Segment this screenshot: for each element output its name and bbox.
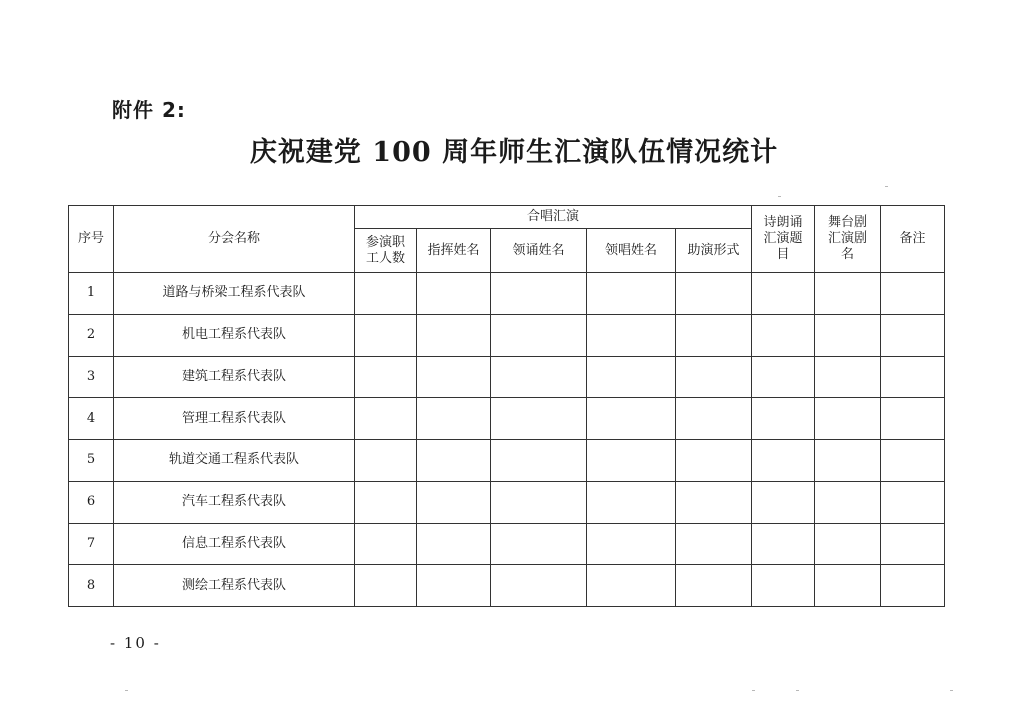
header-row-1 [69, 206, 945, 229]
cell-support-form [676, 314, 752, 356]
row-seq: 6 [69, 481, 114, 523]
cell-remarks [881, 314, 945, 356]
scan-speck [885, 186, 888, 187]
cell-poetry [752, 565, 815, 607]
cell-support-form [676, 356, 752, 398]
scan-speck [752, 690, 755, 691]
table-row [69, 565, 945, 607]
cell-conductor [417, 565, 491, 607]
cell-poetry [752, 356, 815, 398]
cell-conductor [417, 398, 491, 440]
cell-conductor [417, 523, 491, 565]
header-lead-singer: 领唱姓名 [587, 229, 676, 273]
cell-lead-singer [587, 314, 676, 356]
cell-participants [355, 273, 417, 315]
header-remarks: 备注 [881, 206, 945, 273]
row-seq: 4 [69, 398, 114, 440]
statistics-table [68, 205, 945, 607]
header-choir-performance: 合唱汇演 [355, 206, 752, 229]
cell-conductor [417, 356, 491, 398]
cell-poetry [752, 398, 815, 440]
header-participants: 参演职 工人数 [355, 229, 417, 273]
cell-drama [815, 523, 881, 565]
scan-speck [950, 690, 953, 691]
cell-drama [815, 440, 881, 482]
row-seq: 1 [69, 273, 114, 315]
cell-reciter [491, 523, 587, 565]
cell-support-form [676, 440, 752, 482]
cell-poetry [752, 314, 815, 356]
cell-remarks [881, 565, 945, 607]
table-row [69, 440, 945, 482]
page-number: - 10 - [110, 634, 161, 652]
scan-speck [796, 690, 799, 691]
cell-reciter [491, 314, 587, 356]
cell-lead-singer [587, 523, 676, 565]
cell-reciter [491, 273, 587, 315]
cell-conductor [417, 440, 491, 482]
cell-poetry [752, 273, 815, 315]
cell-conductor [417, 273, 491, 315]
cell-participants [355, 523, 417, 565]
cell-poetry [752, 481, 815, 523]
cell-lead-singer [587, 356, 676, 398]
cell-lead-singer [587, 398, 676, 440]
cell-participants [355, 356, 417, 398]
cell-remarks [881, 523, 945, 565]
header-conductor: 指挥姓名 [417, 229, 491, 273]
row-branch: 测绘工程系代表队 [114, 565, 355, 607]
cell-participants [355, 565, 417, 607]
cell-reciter [491, 440, 587, 482]
cell-reciter [491, 565, 587, 607]
header-branch-name: 分会名称 [114, 206, 355, 273]
cell-remarks [881, 398, 945, 440]
cell-poetry [752, 523, 815, 565]
row-seq: 5 [69, 440, 114, 482]
cell-drama [815, 481, 881, 523]
cell-remarks [881, 481, 945, 523]
row-seq: 8 [69, 565, 114, 607]
cell-conductor [417, 481, 491, 523]
cell-drama [815, 273, 881, 315]
cell-lead-singer [587, 440, 676, 482]
table-row [69, 356, 945, 398]
cell-participants [355, 440, 417, 482]
row-branch: 信息工程系代表队 [114, 523, 355, 565]
cell-participants [355, 398, 417, 440]
cell-drama [815, 314, 881, 356]
row-seq: 3 [69, 356, 114, 398]
cell-lead-singer [587, 273, 676, 315]
header-reciter: 领诵姓名 [491, 229, 587, 273]
table-row [69, 314, 945, 356]
cell-support-form [676, 523, 752, 565]
document-title: 庆祝建党 100 周年师生汇演队伍情况统计 [249, 137, 779, 168]
scan-speck [778, 196, 781, 197]
table-row [69, 398, 945, 440]
cell-reciter [491, 398, 587, 440]
header-seq: 序号 [69, 206, 114, 273]
row-seq: 7 [69, 523, 114, 565]
row-branch: 道路与桥梁工程系代表队 [114, 273, 355, 315]
cell-participants [355, 314, 417, 356]
cell-reciter [491, 356, 587, 398]
row-branch: 管理工程系代表队 [114, 398, 355, 440]
cell-remarks [881, 356, 945, 398]
cell-lead-singer [587, 481, 676, 523]
row-branch: 汽车工程系代表队 [114, 481, 355, 523]
cell-support-form [676, 398, 752, 440]
cell-support-form [676, 273, 752, 315]
cell-drama [815, 565, 881, 607]
table-row [69, 273, 945, 315]
table-row [69, 523, 945, 565]
row-seq: 2 [69, 314, 114, 356]
table-row [69, 481, 945, 523]
cell-conductor [417, 314, 491, 356]
header-stage-drama: 舞台剧 汇演剧 名 [815, 206, 881, 273]
cell-remarks [881, 273, 945, 315]
scan-speck [125, 690, 128, 691]
header-support-form: 助演形式 [676, 229, 752, 273]
cell-participants [355, 481, 417, 523]
cell-drama [815, 398, 881, 440]
cell-support-form [676, 481, 752, 523]
cell-reciter [491, 481, 587, 523]
row-branch: 建筑工程系代表队 [114, 356, 355, 398]
cell-lead-singer [587, 565, 676, 607]
cell-remarks [881, 440, 945, 482]
row-branch: 轨道交通工程系代表队 [114, 440, 355, 482]
cell-poetry [752, 440, 815, 482]
header-poetry-recital: 诗朗诵 汇演题 目 [752, 206, 815, 273]
cell-support-form [676, 565, 752, 607]
cell-drama [815, 356, 881, 398]
row-branch: 机电工程系代表队 [114, 314, 355, 356]
attachment-label: 附件 2: [112, 98, 186, 122]
